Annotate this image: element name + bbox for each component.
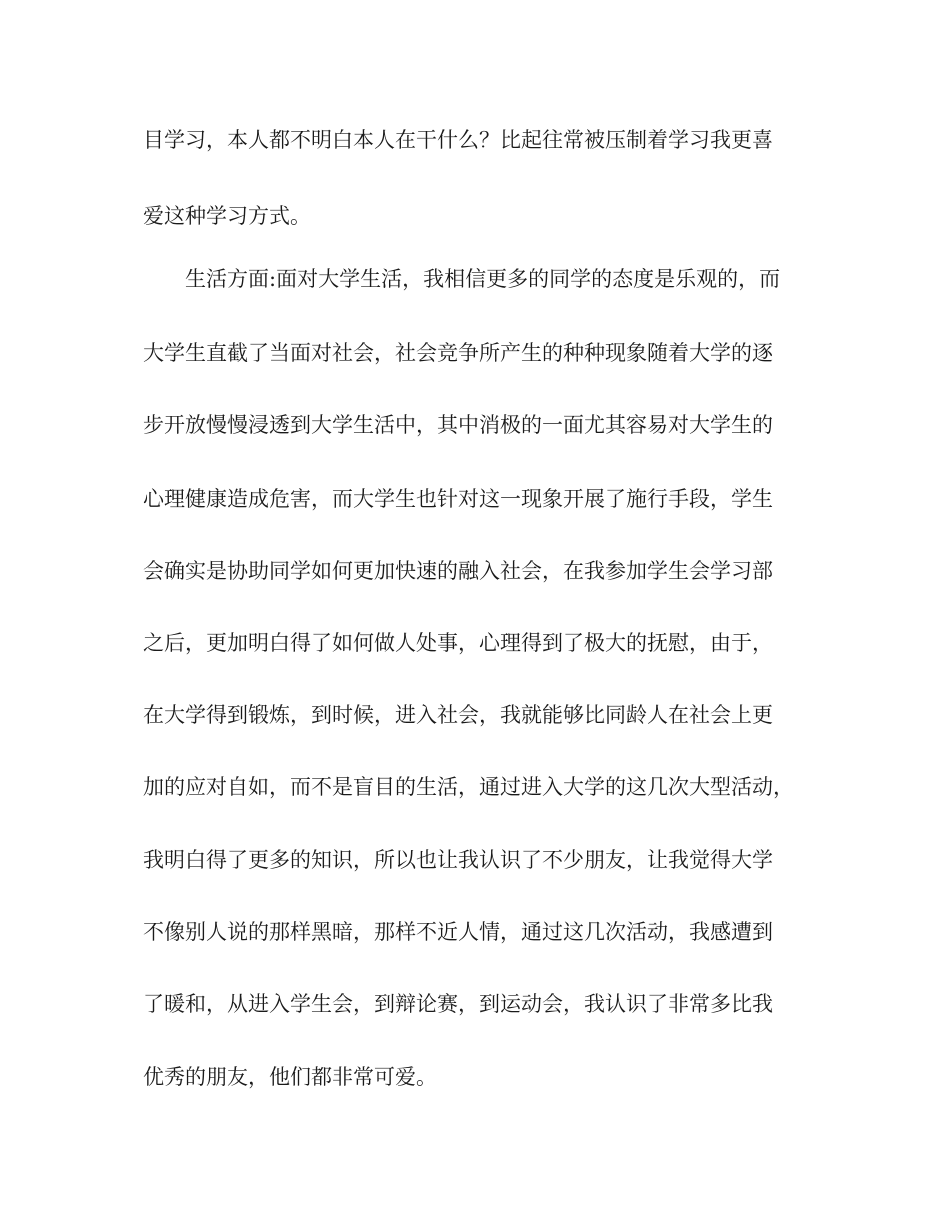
paragraph-2-line-11: 了暖和，从进入学生会，到辩论赛，到运动会，我认识了非常多比我: [143, 992, 773, 1016]
paragraph-2-line-12: 优秀的朋友，他们都非常可爱。: [143, 1065, 437, 1089]
paragraph-1-line-1: 目学习，本人都不明白本人在干什么？比起往常被压制着学习我更喜: [143, 128, 773, 152]
paragraph-2-line-2: 大学生直截了当面对社会，社会竞争所产生的种种现象随着大学的逐: [143, 341, 773, 365]
paragraph-2-line-5: 会确实是协助同学如何更加快速的融入社会，在我参加学生会学习部: [143, 559, 773, 583]
paragraph-2-line-3: 步开放慢慢浸透到大学生活中，其中消极的一面尤其容易对大学生的: [143, 413, 773, 437]
paragraph-2-line-6: 之后，更加明白得了如何做人处事，心理得到了极大的抚慰，由于，: [143, 631, 773, 655]
paragraph-2-line-4: 心理健康造成危害，而大学生也针对这一现象开展了施行手段，学生: [143, 487, 773, 511]
paragraph-1-line-2: 爱这种学习方式。: [143, 204, 311, 228]
paragraph-2-line-8: 加的应对自如，而不是盲目的生活，通过进入大学的这几次大型活动，: [143, 775, 794, 799]
paragraph-2-line-1: 生活方面:面对大学生活，我相信更多的同学的态度是乐观的，而: [185, 267, 781, 291]
paragraph-2-line-10: 不像别人说的那样黑暗，那样不近人情，通过这几次活动，我感遭到: [143, 920, 773, 944]
paragraph-2-line-7: 在大学得到锻炼，到时候，进入社会，我就能够比同龄人在社会上更: [143, 703, 773, 727]
paragraph-2-line-9: 我明白得了更多的知识，所以也让我认识了不少朋友，让我觉得大学: [143, 848, 773, 872]
